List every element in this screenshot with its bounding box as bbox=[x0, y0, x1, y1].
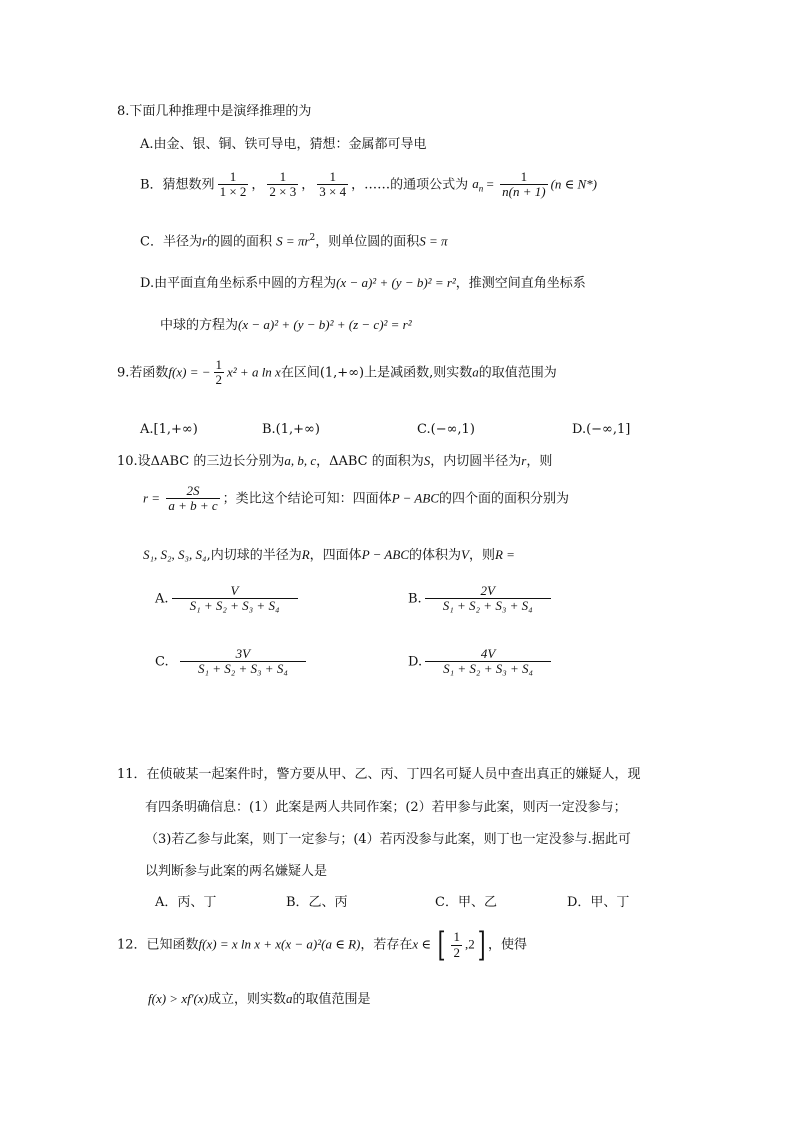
frac-den: a + b + c bbox=[168, 498, 218, 514]
q8-option-d-line2 bbox=[160, 317, 412, 334]
var-a: a bbox=[285, 991, 293, 1006]
q9-option-b: B.(1,+∞) bbox=[262, 422, 320, 437]
var-s: S bbox=[423, 453, 431, 468]
frac-num: 1 bbox=[279, 169, 287, 184]
tetrahedron: P − ABC bbox=[391, 490, 439, 506]
text: 中球的方程为 bbox=[160, 318, 239, 333]
q8-b-frac2 bbox=[267, 170, 298, 200]
q10-r-frac bbox=[166, 484, 219, 514]
text: ，ΔABC 的面积为 bbox=[316, 454, 424, 469]
q11-option-a: A．丙、丁 bbox=[155, 895, 217, 910]
var-r: r bbox=[201, 233, 208, 249]
q11-option-d: D．甲、丁 bbox=[567, 895, 630, 910]
frac-num: 2V bbox=[480, 583, 495, 598]
tetrahedron: P − ABC bbox=[361, 547, 409, 562]
frac-den: n(n + 1) bbox=[502, 184, 546, 200]
text: 成立，则实数 bbox=[207, 992, 286, 1007]
text: 的取值范围为 bbox=[478, 365, 557, 381]
q11-line1: 11．在侦破某一起案件时，警方要从甲、乙、丙、丁四名可疑人员中查出真正的嫌疑人，现 bbox=[117, 767, 641, 782]
option-label: C. bbox=[155, 654, 169, 670]
sep: ，……的通项公式为 bbox=[351, 177, 469, 193]
q10-option-c bbox=[155, 647, 309, 677]
frac-den: 3 × 4 bbox=[319, 184, 347, 200]
option-frac bbox=[180, 647, 306, 677]
frac-num: 3V bbox=[235, 646, 251, 661]
frac-num: 1 bbox=[229, 169, 237, 184]
equals: = bbox=[483, 176, 498, 192]
frac-den: 2 bbox=[215, 372, 222, 388]
q12-frac bbox=[451, 930, 462, 960]
an-sub: n bbox=[478, 183, 484, 194]
q11-line4: 以判断参与此案的两名嫌疑人是 bbox=[145, 864, 328, 879]
frac-num: V bbox=[230, 583, 239, 598]
q9-option-a: A.[1,+∞) bbox=[140, 422, 198, 437]
frac-num: 1 bbox=[453, 929, 460, 945]
q9-option-d: D.(−∞,1] bbox=[572, 422, 631, 437]
text: ，使得 bbox=[487, 937, 527, 953]
q8-stem: 8.下面几种推理中是演绎推理的为 bbox=[117, 104, 312, 119]
frac-den: S₁ + S₂ + S₃ + S₄ bbox=[180, 661, 306, 676]
option-frac bbox=[425, 647, 551, 677]
face-areas: S₁, S₂, S₃, S₄ bbox=[143, 547, 207, 562]
text: 的取值范围是 bbox=[292, 992, 371, 1007]
text: ，若存在 bbox=[360, 937, 413, 953]
q8-b-frac3 bbox=[317, 170, 348, 200]
q8-b-condition: (n ∈ N*) bbox=[550, 176, 598, 192]
inequality: f(x) > xf′(x) bbox=[148, 991, 208, 1006]
frac-num: 1 bbox=[329, 169, 336, 184]
q12-line2 bbox=[148, 991, 371, 1008]
text: 在区间(1,+∞)上是减函数,则实数 bbox=[280, 365, 473, 381]
right-bracket: ] bbox=[477, 925, 486, 965]
left-bracket: [ bbox=[437, 925, 446, 965]
square: 2 bbox=[309, 233, 316, 243]
frac-num: 2S bbox=[186, 483, 200, 498]
r-equals: r = bbox=[143, 490, 164, 506]
frac-den: 1 × 2 bbox=[219, 184, 247, 200]
text: 的圆的面积 bbox=[207, 234, 273, 250]
option-frac bbox=[172, 584, 298, 614]
q8-option-a: A.由金、银、铜、铁可导电，猜想：金属都可导电 bbox=[140, 137, 427, 152]
text: 的体积为 bbox=[408, 548, 461, 563]
frac-num: 1 bbox=[215, 357, 222, 372]
q11-option-c: C．甲、乙 bbox=[435, 895, 497, 910]
var-R: R bbox=[301, 547, 310, 562]
sep: ， bbox=[251, 177, 265, 193]
q10-option-b bbox=[408, 584, 554, 614]
frac-den: S₁ + S₂ + S₃ + S₄ bbox=[425, 598, 551, 613]
var-r: r bbox=[521, 453, 527, 468]
frac-den: 2 × 3 bbox=[269, 184, 297, 200]
q8-b-prefix: B．猜想数列 bbox=[140, 177, 215, 193]
sides: a, b, c bbox=[284, 453, 317, 468]
text: ，推测空间直角坐标系 bbox=[455, 276, 586, 291]
text: C．半径为 bbox=[140, 234, 202, 250]
q10-option-a bbox=[155, 584, 301, 614]
interval-end: ,2 bbox=[464, 936, 475, 952]
q11-option-b: B．乙、丙 bbox=[286, 895, 348, 910]
option-label: A. bbox=[155, 591, 169, 607]
area-formula: S = πr bbox=[276, 233, 310, 249]
text: 12．已知函数 bbox=[117, 937, 199, 953]
q8-b-general-frac bbox=[500, 170, 547, 200]
q11-line2: 有四条明确信息：(1）此案是两人共同作案；(2）若甲参与此案，则丙一定没参与； bbox=[145, 800, 627, 815]
text: ,内切球的半径为 bbox=[206, 548, 302, 563]
q12-line1 bbox=[117, 925, 527, 965]
x-in: x ∈ bbox=[412, 936, 432, 952]
text: ，则 bbox=[526, 454, 553, 469]
q9-stem bbox=[117, 358, 557, 388]
option-label: B. bbox=[408, 591, 422, 607]
function-def: f(x) = x ln x + x(x − a)²(a ∈ R) bbox=[198, 936, 361, 952]
text: 9.若函数 bbox=[117, 365, 169, 381]
frac-den: S₁ + S₂ + S₃ + S₄ bbox=[425, 661, 551, 676]
option-frac bbox=[425, 584, 551, 614]
var-V: V bbox=[461, 547, 469, 562]
text: ；类比这个结论可知：四面体 bbox=[222, 491, 392, 507]
q10-option-d bbox=[408, 647, 554, 677]
q9-frac bbox=[214, 358, 225, 388]
q9-option-c: C.(−∞,1) bbox=[417, 422, 475, 437]
text: ，则单位圆的面积 bbox=[315, 234, 420, 250]
q10-line3 bbox=[143, 547, 515, 564]
frac-num: 4V bbox=[480, 646, 496, 661]
an-symbol: a bbox=[472, 176, 479, 192]
text: D.由平面直角坐标系中圆的方程为 bbox=[140, 276, 337, 291]
var-a: a bbox=[472, 364, 479, 380]
text: ，则 bbox=[468, 548, 495, 563]
frac-den: S₁ + S₂ + S₃ + S₄ bbox=[172, 598, 298, 613]
text: 的四个面的面积分别为 bbox=[438, 491, 569, 507]
text: ，内切圆半径为 bbox=[430, 454, 522, 469]
unit-area: S = π bbox=[419, 233, 448, 249]
frac-num: 1 bbox=[520, 169, 528, 184]
function-lhs: f(x) = − bbox=[168, 364, 211, 380]
q10-line2 bbox=[143, 484, 569, 514]
function-rhs: x² + a ln x bbox=[227, 364, 281, 380]
q11-line3: （3)若乙参与此案，则丁一定参与；(4）若丙没参与此案，则丁也一定没参与.据此可 bbox=[145, 832, 631, 847]
circle-equation: (x − a)² + (y − b)² = r² bbox=[336, 275, 456, 290]
frac-den: 2 bbox=[453, 944, 460, 960]
option-label: D. bbox=[408, 654, 423, 670]
q8-b-an bbox=[472, 176, 484, 194]
text: ，四面体 bbox=[309, 548, 362, 563]
sep: ， bbox=[301, 177, 315, 193]
q8-option-d-line1 bbox=[140, 275, 586, 292]
q10-line1 bbox=[117, 453, 552, 470]
q8-option-b bbox=[140, 170, 597, 200]
R-equals: R = bbox=[494, 547, 515, 562]
q8-option-c bbox=[140, 233, 448, 250]
q8-b-frac1 bbox=[218, 170, 249, 200]
text: 10.设ΔABC 的三边长分别为 bbox=[117, 454, 285, 469]
sphere-equation: (x − a)² + (y − b)² + (z − c)² = r² bbox=[238, 317, 412, 332]
